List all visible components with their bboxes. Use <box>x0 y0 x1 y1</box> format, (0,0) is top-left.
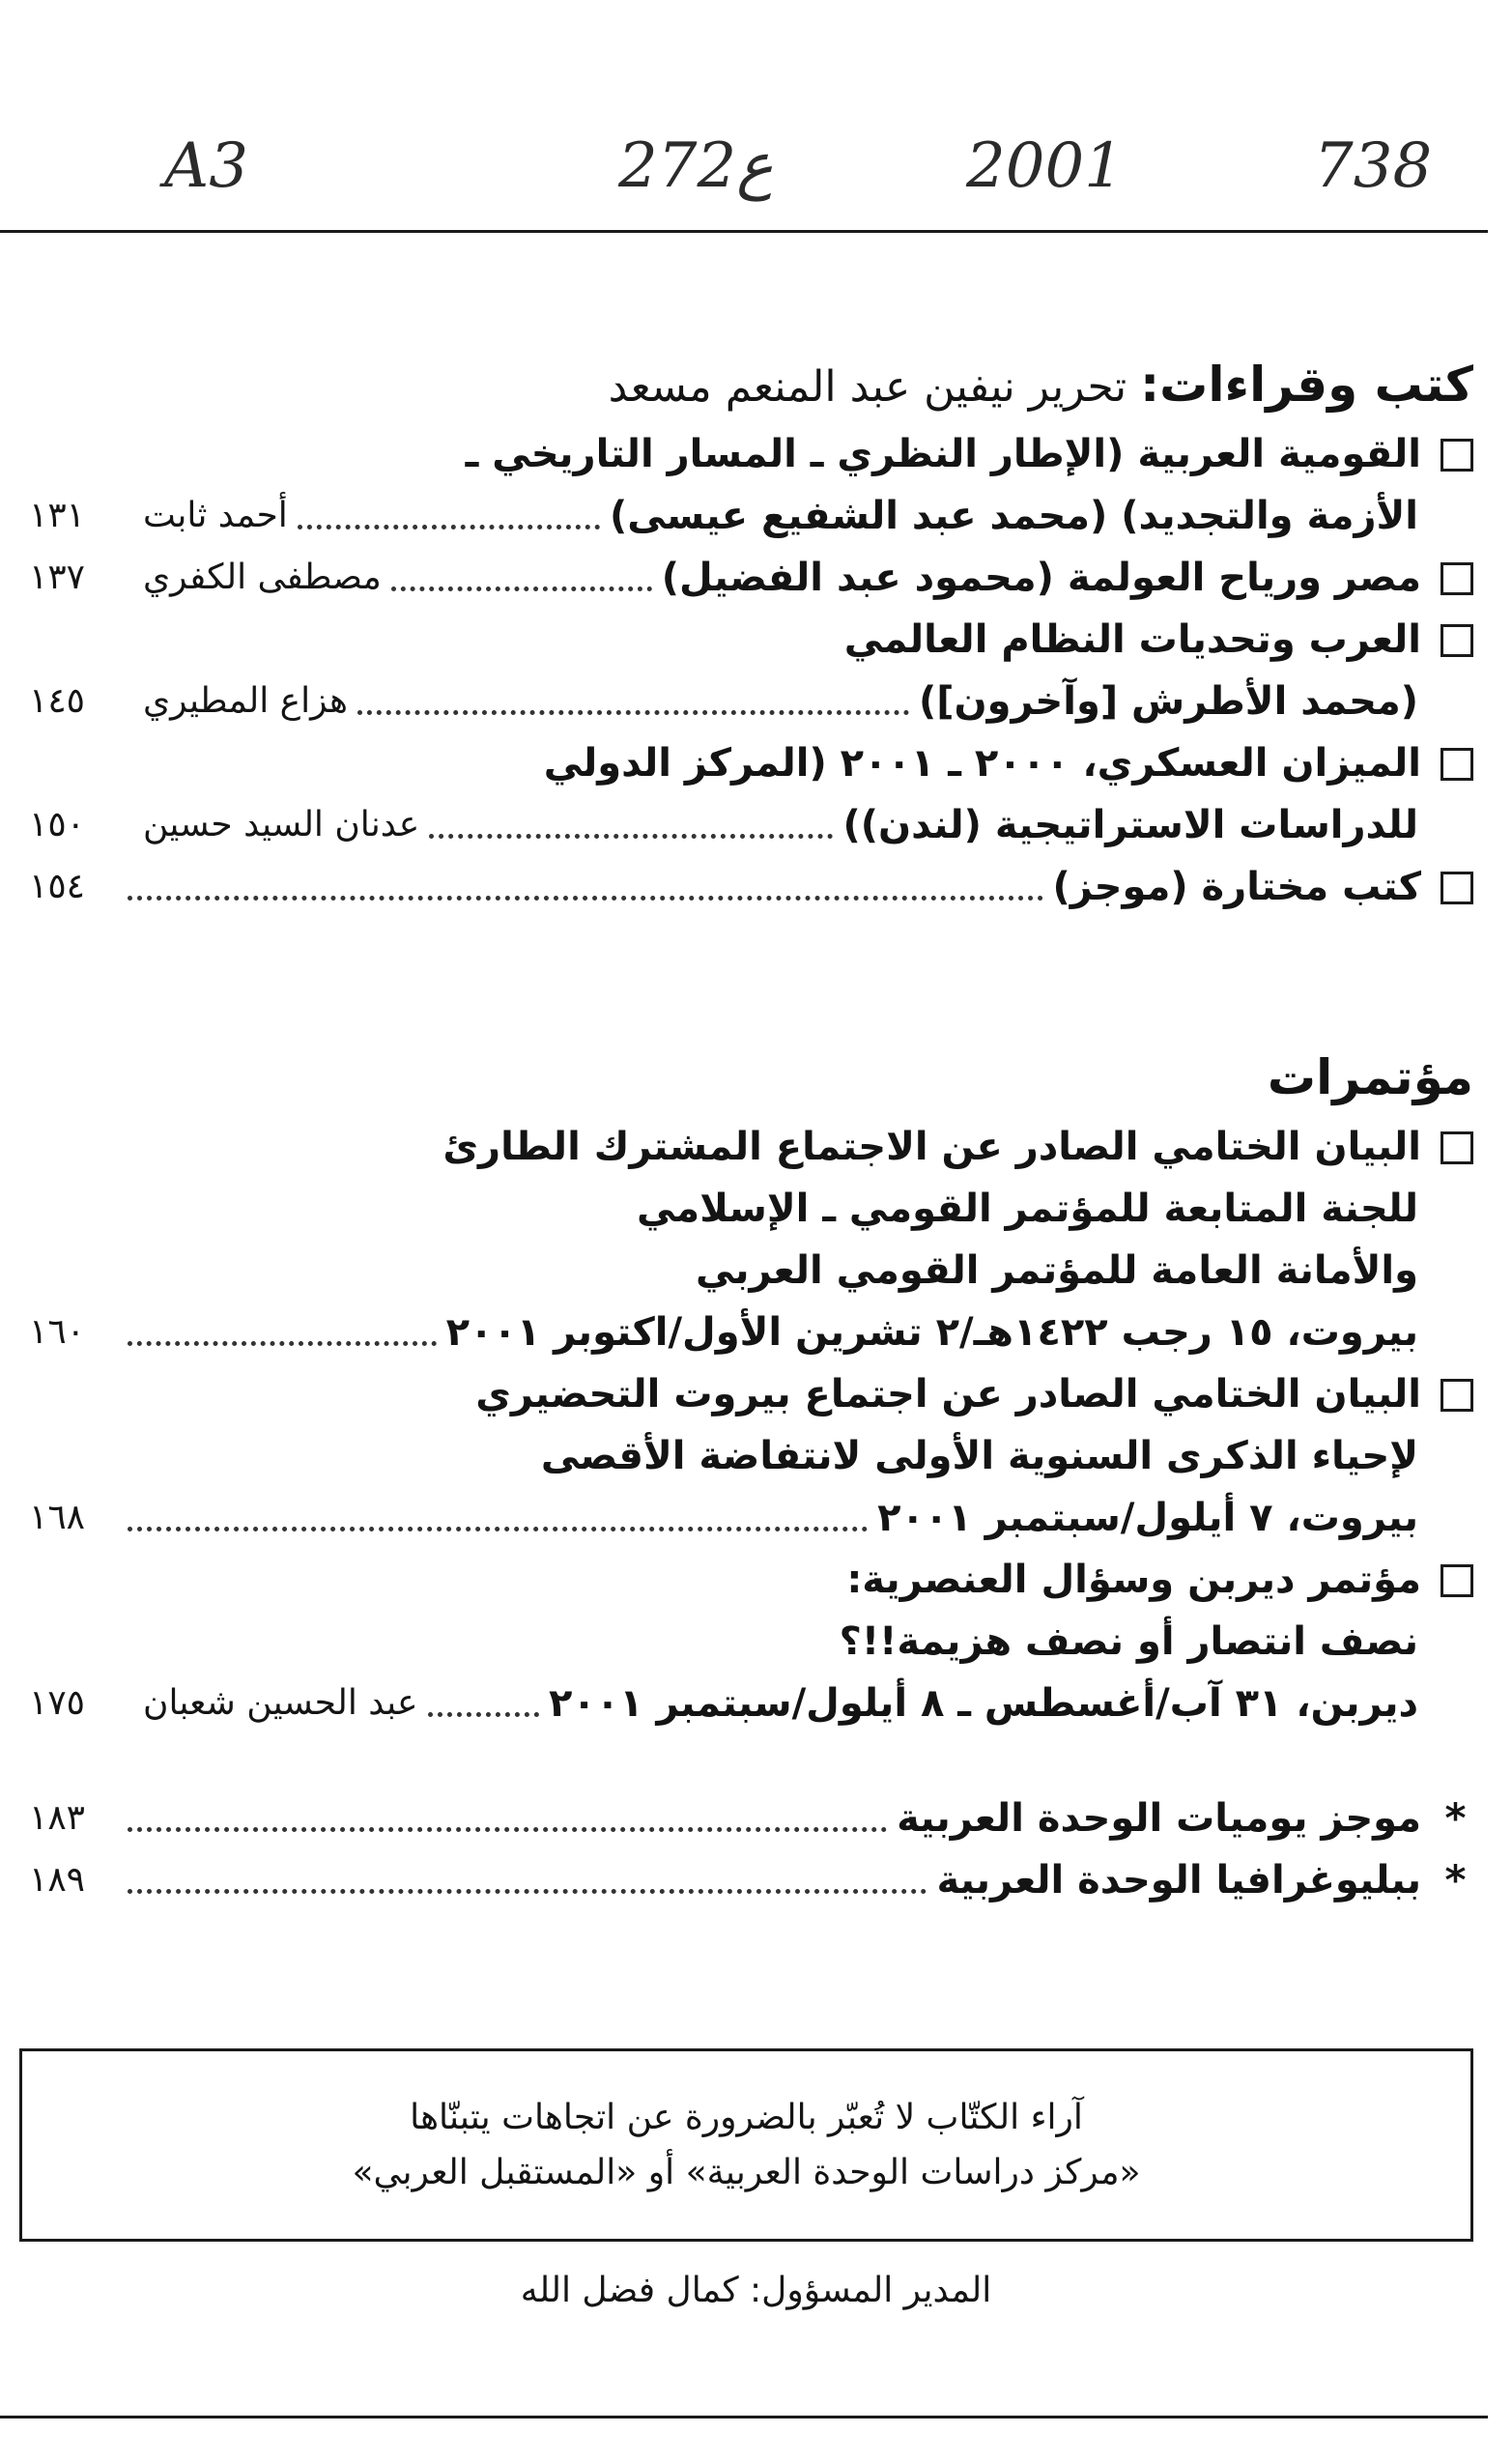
entry-text: (محمد الأطرش [وآخرون]) <box>918 679 1418 724</box>
toc-line <box>29 671 1473 732</box>
entry-text: القومية العربية (الإطار النظري ـ المسار التاريخي ـ <box>465 432 1421 476</box>
entry-text: ديربن، ٣١ آب/أغسطس ـ ٨ أيلول/سبتمبر ٢٠٠١ <box>548 1681 1418 1726</box>
checkbox-icon <box>1441 872 1473 904</box>
checkbox-icon <box>1441 748 1473 781</box>
entry-text: نصف انتصار أو نصف هزيمة!!؟ <box>839 1619 1418 1664</box>
dot-leader <box>128 1341 437 1346</box>
handwritten-note-year: 2001 <box>966 130 1124 202</box>
conferences-section <box>29 1048 1473 1734</box>
disclaimer-box <box>19 2048 1473 2242</box>
extras-section <box>29 1788 1473 1911</box>
disclaimer-line-1: آراء الكتّاب لا تُعبّر بالضرورة عن اتجاهات يتبنّاها <box>410 2098 1083 2137</box>
entry-text: للجنة المتابعة للمؤتمر القومي ـ الإسلامي <box>636 1187 1418 1231</box>
entry-text: البيان الختامي الصادر عن الاجتماع المشترك الطارئ <box>442 1125 1421 1169</box>
toc-line <box>29 1549 1473 1611</box>
dot-leader <box>128 896 1043 901</box>
entry-text: والأمانة العامة للمؤتمر القومي العربي <box>696 1248 1418 1293</box>
page-number: ١٤٥ <box>29 681 86 721</box>
page-number: ١٥٠ <box>29 805 86 844</box>
handwritten-note-a3: A3 <box>164 130 248 202</box>
dot-leader <box>428 1712 539 1717</box>
conferences-list <box>29 1116 1473 1734</box>
entry-text: للدراسات الاستراتيجية (لندن)) <box>842 803 1418 847</box>
asterisk-marker: * <box>1444 1856 1467 1903</box>
page-number: ١٣١ <box>29 496 86 535</box>
toc-entry <box>29 609 1473 732</box>
handwritten-note-code: 272ع <box>618 130 774 202</box>
toc-line <box>29 856 1473 918</box>
entry-text: بيروت، ١٥ رجب ١٤٢٢هـ/٢ تشرين الأول/اكتوبر ٢٠٠١ <box>445 1310 1418 1355</box>
toc-line <box>29 1611 1473 1673</box>
books-editor: تحرير نيفين عبد المنعم مسعد <box>608 362 1127 412</box>
checkbox-icon <box>1441 1131 1473 1164</box>
toc-line <box>29 485 1473 547</box>
entry-text: ببليوغرافيا الوحدة العربية <box>936 1858 1421 1903</box>
bottom-rule <box>0 2416 1488 2418</box>
entry-text: الميزان العسكري، ٢٠٠٠ ـ ٢٠٠١ (المركز الدولي <box>543 741 1421 786</box>
toc-entry <box>29 547 1473 609</box>
dot-leader <box>357 710 909 715</box>
toc-line <box>29 1178 1473 1240</box>
dot-leader <box>128 1527 868 1531</box>
toc-line <box>29 732 1473 794</box>
dot-leader <box>128 1827 887 1832</box>
toc-line <box>29 1425 1473 1487</box>
books-section <box>29 356 1473 918</box>
toc-entry <box>29 423 1473 547</box>
toc-entry <box>29 856 1473 918</box>
disclaimer-line-2: «مركز دراسات الوحدة العربية» أو «المستقبل العربي» <box>352 2153 1141 2192</box>
toc-entry <box>29 1363 1473 1549</box>
page-number: ١٦٨ <box>29 1498 86 1537</box>
conferences-heading: مؤتمرات <box>1267 1049 1473 1105</box>
entry-text: لإحياء الذكرى السنوية الأولى لانتفاضة الأقصى <box>540 1434 1418 1478</box>
top-rule <box>0 230 1488 233</box>
page-number: ١٣٧ <box>29 558 86 597</box>
dot-leader <box>429 834 833 839</box>
checkbox-icon <box>1441 439 1473 472</box>
toc-line <box>29 1116 1473 1178</box>
asterisk-marker: * <box>1444 1794 1467 1842</box>
entry-text: البيان الختامي الصادر عن اجتماع بيروت التحضيري <box>475 1372 1421 1417</box>
page-number: ١٨٣ <box>29 1798 86 1838</box>
books-title: كتب وقراءات: <box>1140 357 1473 413</box>
toc-line <box>29 1487 1473 1549</box>
checkbox-icon <box>1441 1564 1473 1597</box>
entry-author: عدنان السيد حسين <box>143 805 420 844</box>
entry-author: عبد الحسين شعبان <box>143 1683 418 1723</box>
extra-entry <box>29 1788 1473 1849</box>
dot-leader <box>391 587 652 591</box>
dot-leader <box>128 1889 927 1894</box>
books-list <box>29 423 1473 918</box>
toc-entry <box>29 732 1473 856</box>
entry-author: أحمد ثابت <box>143 496 288 535</box>
toc-line <box>29 1240 1473 1302</box>
toc-line <box>29 1673 1473 1734</box>
toc-line <box>29 423 1473 485</box>
entry-text: الأزمة والتجديد) (محمد عبد الشفيع عيسى) <box>610 494 1418 538</box>
entry-text: العرب وتحديات النظام العالمي <box>843 617 1421 662</box>
entry-text: بيروت، ٧ أيلول/سبتمبر ٢٠٠١ <box>877 1496 1418 1540</box>
toc-entry <box>29 1116 1473 1363</box>
page-number: ١٦٠ <box>29 1312 86 1352</box>
toc-line <box>29 547 1473 609</box>
checkbox-icon <box>1441 562 1473 595</box>
checkbox-icon <box>1441 1379 1473 1412</box>
entry-text: مؤتمر ديربن وسؤال العنصرية: <box>846 1558 1421 1602</box>
dot-leader <box>298 525 600 529</box>
extra-entry <box>29 1849 1473 1911</box>
handwritten-note-number: 738 <box>1314 130 1433 202</box>
toc-line <box>29 1302 1473 1363</box>
toc-line <box>29 609 1473 671</box>
managing-director: المدير المسؤول: كمال فضل الله <box>520 2271 992 2310</box>
page-number: ١٥٤ <box>29 867 86 906</box>
entry-author: هزاع المطيري <box>143 681 348 721</box>
extras-list <box>29 1788 1473 1911</box>
toc-entry <box>29 1549 1473 1734</box>
books-heading <box>29 356 1473 423</box>
page-number: ١٧٥ <box>29 1683 86 1723</box>
toc-line <box>29 794 1473 856</box>
entry-text: مصر ورياح العولمة (محمود عبد الفضيل) <box>661 556 1421 600</box>
checkbox-icon <box>1441 624 1473 657</box>
entry-text: كتب مختارة (موجز) <box>1052 865 1421 909</box>
page-number: ١٨٩ <box>29 1860 86 1900</box>
toc-line <box>29 1363 1473 1425</box>
entry-author: مصطفى الكفري <box>143 558 382 597</box>
entry-text: موجز يوميات الوحدة العربية <box>897 1796 1421 1841</box>
